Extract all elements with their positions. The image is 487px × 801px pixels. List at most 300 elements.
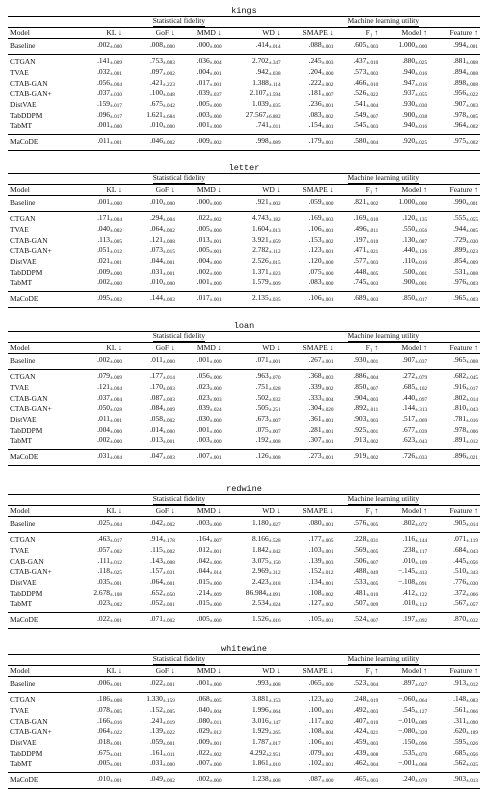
- metric-value: .032±.001: [97, 67, 122, 77]
- metric-value: .144±.313: [402, 404, 428, 414]
- results-table: [8, 331, 480, 466]
- metric-value: .064±.022: [97, 727, 122, 737]
- dataset-name: kings: [231, 6, 257, 16]
- metric-value: .029±.012: [196, 727, 222, 737]
- metric-value: .177±.005: [287, 533, 336, 546]
- model-name: CTAB-GAN: [10, 78, 48, 88]
- group-ml-label: Machine learning utility: [347, 494, 420, 503]
- metric-value: .567±.057: [453, 599, 478, 609]
- metric-value: .120±.135: [380, 212, 429, 225]
- metric-value: 1.000±.000: [380, 39, 429, 55]
- model-name: TabMT: [10, 436, 33, 446]
- metric-value: .440±.097: [402, 393, 428, 403]
- metric-value: .011±.001: [97, 414, 122, 424]
- metric-value: .011±.001: [75, 135, 124, 151]
- metric-value: .002±.000: [75, 354, 124, 370]
- metric-value: .095±.002: [75, 292, 124, 308]
- metric-value: 1.371±.023: [252, 267, 281, 277]
- model-name: TabDDPM: [10, 748, 43, 758]
- metric-value: .042±.006: [196, 556, 222, 566]
- metric-value: .010±.000: [149, 121, 175, 131]
- metric-value: .965±.008: [429, 354, 480, 370]
- metric-value: .550±.056: [402, 224, 428, 234]
- group-fidelity-label: Statistical fidelity: [152, 331, 206, 340]
- metric-value: −.145±.413: [398, 567, 428, 577]
- metric-value: .087±.003: [149, 393, 175, 403]
- header-model-score: Model ↑: [380, 27, 429, 39]
- model-row: [8, 394, 480, 405]
- metric-value: .010±.000: [124, 196, 177, 212]
- metric-value: .919±.002: [336, 450, 381, 466]
- metric-value: .079±.009: [75, 370, 124, 383]
- group-header-row: [8, 495, 480, 506]
- metric-value: .412±.122: [402, 588, 428, 598]
- metric-value: .001±.000: [196, 278, 222, 288]
- header-gof: GoF ↓: [124, 665, 177, 677]
- header-wd: WD ↓: [224, 342, 283, 354]
- metric-value: .118±.025: [97, 567, 122, 577]
- column-header-row: [8, 505, 480, 517]
- metric-value: .100±.048: [149, 89, 175, 99]
- metric-value: .039±.037: [196, 89, 222, 99]
- metric-value: .100±.001: [308, 705, 334, 715]
- metric-value: .110±.016: [402, 256, 428, 266]
- metric-value: .677±.039: [402, 425, 428, 435]
- metric-value: .008±.000: [124, 39, 177, 55]
- metric-value: .001±.000: [177, 354, 224, 370]
- model-row: [8, 546, 480, 557]
- metric-value: .130±.087: [402, 235, 428, 245]
- metric-value: .120±.000: [308, 256, 334, 266]
- model-row: [8, 111, 480, 122]
- metric-value: .492±.003: [353, 705, 379, 715]
- model-row: [8, 55, 480, 68]
- header-mmd: MMD ↓: [177, 505, 224, 517]
- metric-value: .108±.004: [308, 727, 334, 737]
- group-ml-header: [287, 495, 480, 506]
- group-fidelity-header: [75, 655, 283, 666]
- metric-value: .084±.009: [149, 404, 175, 414]
- metric-value: .675±.042: [149, 99, 175, 109]
- metric-value: 86.984±4.091: [245, 588, 281, 598]
- metric-value: .106±.001: [308, 737, 334, 747]
- metric-value: .058±.002: [149, 414, 175, 424]
- dataset-name: loan: [233, 321, 255, 331]
- metric-value: .921±.002: [224, 196, 283, 212]
- metric-value: .113±.005: [97, 235, 122, 245]
- metric-value: .017±.001: [196, 78, 222, 88]
- group-fidelity-label: Statistical fidelity: [152, 173, 206, 182]
- metric-value: 1.579±.009: [252, 278, 281, 288]
- metric-value: .729±.030: [453, 235, 478, 245]
- blank-header: [8, 655, 75, 666]
- metric-value: .930±.001: [336, 354, 381, 370]
- group-fidelity-label: Statistical fidelity: [152, 654, 206, 663]
- metric-value: .907±.003: [453, 99, 478, 109]
- metric-value: .978±.005: [453, 110, 478, 120]
- metric-value: .040±.002: [97, 224, 122, 234]
- metric-value: .115±.002: [150, 545, 175, 555]
- model-row: [8, 383, 480, 394]
- metric-value: .940±.016: [402, 67, 428, 77]
- metric-value: .466±.010: [353, 78, 379, 88]
- metric-value: .197±.010: [353, 235, 379, 245]
- metric-value: .192±.008: [255, 436, 281, 446]
- metric-value: .171±.004: [75, 212, 124, 225]
- metric-value: .002±.000: [97, 278, 122, 288]
- header-f1: F₁ ↑: [336, 665, 381, 677]
- metric-value: .623±.043: [402, 436, 428, 446]
- model-name: CTAB-GAN: [10, 393, 48, 403]
- metric-value: 2.423±.018: [252, 577, 281, 587]
- metric-value: .153±.002: [308, 235, 334, 245]
- metric-value: .004±.001: [196, 67, 222, 77]
- header-model: Model: [8, 505, 75, 517]
- results-table: [8, 173, 480, 308]
- metric-value: .000±.000: [177, 196, 224, 212]
- model-row: [8, 578, 480, 589]
- metric-value: .502±.032: [255, 393, 281, 403]
- metric-value: .012±.001: [196, 545, 222, 555]
- model-name: Baseline: [8, 354, 75, 370]
- metric-value: −.108±.091: [398, 577, 428, 587]
- metric-value: .064±.002: [149, 224, 175, 234]
- metric-value: .052±.001: [149, 599, 175, 609]
- metric-value: .481±.010: [353, 588, 379, 598]
- model-row: [8, 599, 480, 612]
- metric-value: .802±.014: [453, 393, 478, 403]
- metric-value: .139±.003: [308, 556, 334, 566]
- model-row: [8, 68, 480, 79]
- model-row: [8, 693, 480, 706]
- metric-value: .463±.017: [75, 533, 124, 546]
- metric-value: .576±.005: [336, 517, 381, 533]
- metric-value: 2.969±.312: [252, 567, 281, 577]
- metric-value: .001±.000: [75, 196, 124, 212]
- header-mmd: MMD ↓: [177, 184, 224, 196]
- metric-value: 3.921±.059: [252, 235, 281, 245]
- metric-value: .685±.056: [453, 748, 478, 758]
- metric-value: .894±.008: [453, 67, 478, 77]
- metric-value: .942±.038: [255, 67, 281, 77]
- group-header-row: [8, 17, 480, 28]
- metric-value: .197±.092: [380, 613, 429, 629]
- metric-value: .186±.008: [75, 693, 124, 706]
- metric-value: .802±.072: [380, 517, 429, 533]
- group-header-row: [8, 174, 480, 185]
- metric-value: .044±.001: [149, 256, 175, 266]
- metric-value: .914±.178: [124, 533, 177, 546]
- metric-value: 2.782±.112: [252, 246, 281, 256]
- metric-value: .003±.000: [177, 517, 224, 533]
- model-name: CTAB-GAN+: [10, 727, 52, 737]
- metric-value: .010±.112: [402, 599, 428, 609]
- metric-value: .248±.019: [336, 693, 381, 706]
- model-name: MaCoDE: [8, 613, 75, 629]
- metric-value: .903±.003: [353, 414, 379, 424]
- model-name: CTGAN: [8, 370, 75, 383]
- model-name: MaCoDE: [8, 450, 75, 466]
- header-model-score: Model ↑: [380, 505, 429, 517]
- model-row: [8, 706, 480, 717]
- header-mmd: MMD ↓: [177, 27, 224, 39]
- metric-value: .031±.004: [75, 450, 124, 466]
- metric-value: .031±.001: [149, 267, 175, 277]
- baseline-row: [8, 354, 480, 370]
- dataset-name: letter: [228, 163, 260, 173]
- metric-value: 2.526±.015: [252, 256, 281, 266]
- model-name: TabMT: [10, 759, 33, 769]
- metric-value: .580±.004: [336, 135, 381, 151]
- header-smape: SMAPE ↓: [287, 27, 336, 39]
- metric-value: .051±.012: [97, 246, 122, 256]
- model-name: MaCoDE: [8, 773, 75, 789]
- model-row: [8, 370, 480, 383]
- metric-value: −.080±.320: [398, 727, 428, 737]
- metric-value: .311±.090: [453, 716, 478, 726]
- model-name: CTAB-GAN+: [10, 246, 52, 256]
- metric-value: 2.107±1.594: [249, 89, 281, 99]
- metric-value: .068±.005: [177, 693, 224, 706]
- metric-value: .141±.009: [75, 55, 124, 68]
- metric-value: .448±.005: [353, 267, 379, 277]
- model-name: DistVAE: [10, 577, 37, 587]
- macode-row: [8, 292, 480, 308]
- metric-value: .035±.001: [97, 577, 122, 587]
- metric-value: .083±.000: [308, 278, 334, 288]
- metric-value: .956±.022: [453, 89, 478, 99]
- model-name: DistVAE: [10, 414, 37, 424]
- metric-value: .023±.003: [196, 393, 222, 403]
- header-feature: Feature ↑: [429, 342, 480, 354]
- metric-value: .339±.002: [308, 382, 334, 392]
- model-name: CTGAN: [8, 533, 75, 546]
- header-smape: SMAPE ↓: [287, 505, 336, 517]
- metric-value: .013±.001: [149, 436, 175, 446]
- metric-value: .050±.028: [97, 404, 122, 414]
- header-f1: F₁ ↑: [336, 27, 381, 39]
- metric-value: .004±.000: [97, 425, 122, 435]
- metric-value: .144±.003: [124, 292, 177, 308]
- metric-value: 1.929±.265: [252, 727, 281, 737]
- metric-value: .059±.001: [149, 737, 175, 747]
- metric-value: .372±.066: [453, 588, 478, 598]
- metric-value: .018±.001: [97, 737, 122, 747]
- metric-value: .046±.002: [124, 135, 177, 151]
- metric-value: .496±.011: [353, 224, 379, 234]
- model-row: [8, 567, 480, 578]
- model-row: [8, 738, 480, 749]
- header-gof: GoF ↓: [124, 342, 177, 354]
- header-smape: SMAPE ↓: [287, 184, 336, 196]
- model-name: TVAE: [10, 545, 29, 555]
- metric-value: 2.534±.024: [252, 599, 281, 609]
- metric-value: .106±.001: [308, 224, 334, 234]
- metric-value: 1.039±.035: [252, 99, 281, 109]
- metric-value: .001±.000: [177, 677, 224, 693]
- metric-value: 1.526±.016: [224, 613, 283, 629]
- group-ml-header: [287, 332, 480, 343]
- metric-value: .238±.117: [402, 545, 428, 555]
- metric-value: .023±.002: [97, 599, 122, 609]
- metric-value: .459±.003: [353, 737, 379, 747]
- blank-header: [8, 495, 75, 506]
- metric-value: .064±.001: [149, 577, 175, 587]
- metric-value: −.010±.089: [398, 716, 428, 726]
- metric-value: .097±.002: [149, 67, 175, 77]
- metric-value: .002±.000: [75, 39, 124, 55]
- model-name: DistVAE: [10, 737, 37, 747]
- metric-value: .005±.001: [97, 759, 122, 769]
- metric-value: .096±.017: [97, 110, 122, 120]
- blank-header: [8, 17, 75, 28]
- metric-value: 2.678±.108: [93, 588, 122, 598]
- metric-value: .689±.003: [336, 292, 381, 308]
- group-fidelity-label: Statistical fidelity: [152, 494, 206, 503]
- metric-value: .990±.001: [429, 196, 480, 212]
- metric-value: .228±.031: [336, 533, 381, 546]
- metric-value: .577±.003: [353, 256, 379, 266]
- model-row: [8, 436, 480, 449]
- header-mmd: MMD ↓: [177, 665, 224, 677]
- metric-value: .073±.015: [149, 246, 175, 256]
- header-model-score: Model ↑: [380, 184, 429, 196]
- dataset-name: whitewine: [221, 644, 267, 654]
- metric-value: .037±.004: [97, 393, 122, 403]
- metric-value: .904±.003: [353, 393, 379, 403]
- metric-value: .075±.007: [255, 425, 281, 435]
- dataset-table-loan: [8, 321, 480, 466]
- header-wd: WD ↓: [224, 27, 283, 39]
- metric-value: .741±.011: [255, 121, 281, 131]
- header-feature: Feature ↑: [429, 665, 480, 677]
- metric-value: .214±.009: [196, 588, 222, 598]
- model-row: [8, 426, 480, 437]
- header-gof: GoF ↓: [124, 184, 177, 196]
- model-name: TVAE: [10, 67, 29, 77]
- header-feature: Feature ↑: [429, 184, 480, 196]
- metric-value: .015±.000: [196, 599, 222, 609]
- metric-value: .241±.019: [149, 716, 175, 726]
- metric-value: .111±.012: [97, 556, 122, 566]
- metric-value: .170±.003: [149, 382, 175, 392]
- metric-value: .368±.003: [287, 370, 336, 383]
- metric-value: .916±.017: [453, 382, 478, 392]
- model-row: [8, 79, 480, 90]
- metric-value: 3.881±.153: [224, 693, 283, 706]
- model-row: [8, 100, 480, 111]
- metric-value: .013±.001: [196, 235, 222, 245]
- metric-value: .897±.027: [380, 677, 429, 693]
- header-model: Model: [8, 27, 75, 39]
- model-name: TabDDPM: [10, 425, 43, 435]
- metric-value: .240±.070: [380, 773, 429, 789]
- metric-value: .047±.003: [124, 450, 177, 466]
- model-name: CTGAN: [8, 55, 75, 68]
- metric-value: .002±.000: [196, 267, 222, 277]
- model-name: CTAB-GAN+: [10, 404, 52, 414]
- metric-value: .007±.000: [196, 759, 222, 769]
- metric-value: .975±.002: [429, 135, 480, 151]
- column-header-row: [8, 665, 480, 677]
- metric-value: 4.743±.182: [224, 212, 283, 225]
- metric-value: .121±.008: [149, 235, 175, 245]
- model-name: TabMT: [10, 278, 33, 288]
- model-row: [8, 257, 480, 268]
- metric-value: 1.787±.017: [252, 737, 281, 747]
- metric-value: .010±.000: [149, 278, 175, 288]
- metric-value: .994±.001: [429, 39, 480, 55]
- metric-value: .905±.014: [429, 517, 480, 533]
- metric-value: .850±.007: [353, 382, 379, 392]
- macode-row: [8, 135, 480, 151]
- header-mmd: MMD ↓: [177, 342, 224, 354]
- metric-value: .000±.000: [177, 39, 224, 55]
- metric-value: .108±.002: [308, 588, 334, 598]
- metric-value: .002±.000: [97, 436, 122, 446]
- group-ml-label: Machine learning utility: [347, 331, 420, 340]
- metric-value: .573±.003: [353, 67, 379, 77]
- metric-value: .152±.005: [149, 705, 175, 715]
- model-name: TabDDPM: [10, 267, 43, 277]
- header-model: Model: [8, 665, 75, 677]
- metric-value: .620±.189: [453, 727, 478, 737]
- model-row: [8, 589, 480, 600]
- metric-value: .003±.000: [196, 110, 222, 120]
- metric-value: .445±.056: [453, 556, 478, 566]
- baseline-row: [8, 39, 480, 55]
- metric-value: .005±.000: [177, 613, 224, 629]
- group-ml-label: Machine learning utility: [347, 654, 420, 663]
- metric-value: .675±.041: [97, 748, 122, 758]
- model-name: DistVAE: [10, 99, 37, 109]
- metric-value: .006±.001: [75, 677, 124, 693]
- metric-value: .903±.013: [429, 773, 480, 789]
- metric-value: .056±.004: [97, 78, 122, 88]
- group-ml-label: Machine learning utility: [347, 173, 420, 182]
- metric-value: .900±.038: [402, 110, 428, 120]
- group-fidelity-header: [75, 495, 283, 506]
- metric-value: .880±.025: [380, 55, 429, 68]
- metric-value: .545±.127: [402, 705, 428, 715]
- metric-value: .776±.030: [453, 577, 478, 587]
- model-name: CTAB-GAN: [10, 235, 48, 245]
- metric-value: .080±.011: [196, 716, 222, 726]
- header-f1: F₁ ↑: [336, 342, 381, 354]
- dataset-table-kings: [8, 6, 480, 151]
- dataset-name: redwine: [226, 484, 262, 494]
- metric-value: .898±.008: [453, 78, 478, 88]
- macode-row: [8, 773, 480, 789]
- model-name: Baseline: [8, 677, 75, 693]
- metric-value: .437±.010: [336, 55, 381, 68]
- metric-value: .148±.083: [429, 693, 480, 706]
- metric-value: .462±.004: [353, 759, 379, 769]
- dataset-table-redwine: [8, 484, 480, 629]
- metric-value: .049±.002: [124, 773, 177, 789]
- metric-value: .850±.017: [380, 292, 429, 308]
- metric-value: .036±.004: [177, 55, 224, 68]
- model-row: [8, 121, 480, 134]
- model-name: TabDDPM: [10, 588, 43, 598]
- results-table: [8, 494, 480, 629]
- dataset-table-letter: [8, 163, 480, 308]
- metric-value: .333±.004: [308, 393, 334, 403]
- metric-value: .541±.004: [353, 99, 379, 109]
- metric-value: .057±.002: [97, 545, 122, 555]
- group-fidelity-label: Statistical fidelity: [152, 16, 206, 25]
- header-kl: KL ↓: [75, 184, 124, 196]
